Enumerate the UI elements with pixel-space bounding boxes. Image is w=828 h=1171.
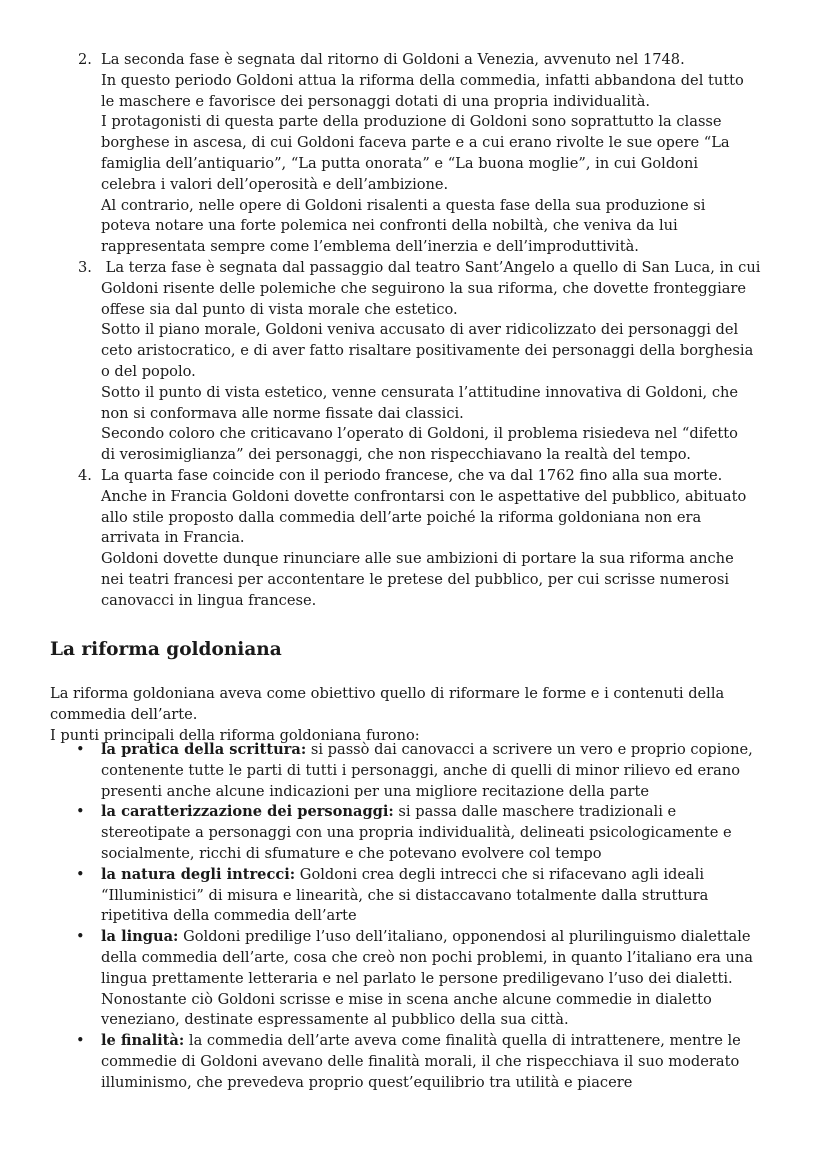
- bullet-text: si passò dai canovacci a scrivere un vero e proprio copione,: [306, 741, 753, 758]
- bullet-line: stereotipate a personaggi con una propria individualità, delineati psicologicamente e: [101, 824, 732, 842]
- bullet-line: [101, 865, 792, 886]
- bullet-line: della commedia dell’arte, cosa che creò non pochi problemi, in quanto l’italiano era una: [101, 948, 753, 966]
- item-line: canovacci in lingua francese.: [101, 591, 317, 609]
- intro-line: La riforma goldoniana aveva come obiettivo quello di riformare le forme e i contenuti della: [50, 685, 725, 702]
- bullet-line: presenti anche alcune indicazioni per una migliore recitazione della parte: [101, 782, 649, 800]
- bullet-line: Nonostante ciò Goldoni scrisse e mise in scena anche alcune commedie in dialetto: [101, 990, 712, 1008]
- bullet-line: [101, 802, 792, 823]
- bullet-term: la natura degli intrecci:: [101, 865, 296, 883]
- numbered-item: [0, 466, 828, 612]
- numbered-item: [0, 258, 828, 466]
- bullet-term: le finalità:: [101, 1032, 185, 1050]
- item-line: Anche in Francia Goldoni dovette confrontarsi con le aspettative del pubblico, abituato: [101, 487, 747, 505]
- bullet-text: Goldoni crea degli intrecci che si rifacevano agli ideali: [295, 865, 705, 883]
- intro-paragraph: [50, 684, 790, 746]
- item-line: Goldoni dovette dunque rinunciare alle sue ambizioni di portare la sua riforma anche: [101, 550, 734, 568]
- item-line: le maschere e favorisce dei personaggi dotati di una propria individualità.: [101, 92, 651, 110]
- item-line: Goldoni risente delle polemiche che seguirono la sua riforma, che dovette fronteggiare: [101, 279, 747, 297]
- bullet-item: [0, 865, 828, 927]
- bullet-line: illuminismo, che prevedeva proprio quest’equilibrio tra utilità e piacere: [101, 1073, 633, 1091]
- item-line: Sotto il piano morale, Goldoni veniva accusato di aver ridicolizzato dei personaggi del: [101, 321, 739, 339]
- item-line: allo stile proposto dalla commedia dell’arte poiché la riforma goldoniana non era: [101, 508, 702, 526]
- item-number: 3.: [78, 258, 92, 276]
- bullet-glyph: •: [76, 1032, 85, 1050]
- bullet-line: [101, 927, 792, 948]
- item-number: 2.: [78, 51, 92, 68]
- item-line: di verosimiglianza” dei personaggi, che non rispecchiavano la realtà del tempo.: [101, 446, 691, 464]
- bullet-text: Goldoni predilige l’uso dell’italiano, opponendosi al plurilinguismo dialettale: [178, 928, 751, 946]
- bullet-term: la caratterizzazione dei personaggi:: [101, 803, 394, 821]
- bullet-item: [0, 1031, 828, 1093]
- bullet-glyph: •: [76, 928, 85, 946]
- bullet-glyph: •: [76, 865, 85, 883]
- item-line: In questo periodo Goldoni attua la riforma della commedia, infatti abbandona del tutto: [101, 71, 744, 89]
- item-line: Sotto il punto di vista estetico, venne censurata l’attitudine innovativa di Goldoni, che: [101, 383, 739, 401]
- item-line: borghese in ascesa, di cui Goldoni faceva parte e a cui erano rivolte le sue opere “La: [101, 134, 730, 152]
- bullet-term: la pratica della scrittura:: [101, 741, 307, 758]
- bullet-glyph: •: [76, 803, 85, 821]
- item-line: ceto aristocratico, e di aver fatto risaltare positivamente dei personaggi della borghesia: [101, 342, 754, 360]
- item-line: La terza fase è segnata dal passaggio dal teatro Sant’Angelo a quello di San Luca, in cui: [101, 258, 761, 276]
- bullet-glyph: •: [76, 741, 85, 758]
- bullet-item: [0, 802, 828, 864]
- item-line: arrivata in Francia.: [101, 529, 245, 547]
- bullet-line: veneziano, destinate espressamente al pubblico della sua città.: [101, 1011, 569, 1029]
- item-line: offese sia dal punto di vista morale che estetico.: [101, 300, 458, 318]
- bullet-line: contenente tutte le parti di tutti i personaggi, anche di quelli di minor rilievo ed erano: [101, 761, 741, 779]
- item-line: o del popolo.: [101, 362, 196, 380]
- item-line: non si conformava alle norme fissate dai classici.: [101, 404, 464, 422]
- item-line: nei teatri francesi per accontentare le pretese del pubblico, per cui scrisse numerosi: [101, 570, 729, 588]
- bullet-item: [0, 927, 828, 1031]
- bullet-text: si passa dalle maschere tradizionali e: [393, 803, 677, 821]
- item-line: poteva notare una forte polemica nei confronti della nobiltà, che veniva da lui: [101, 217, 678, 235]
- bullet-item: [0, 740, 828, 802]
- item-line: Secondo coloro che criticavano l’operato di Goldoni, il problema risiedeva nel “difetto: [101, 425, 738, 443]
- item-number: 4.: [78, 466, 92, 484]
- bullet-line: [101, 1031, 792, 1052]
- bullet-text: la commedia dell’arte aveva come finalità quella di intrattenere, mentre le: [184, 1032, 741, 1050]
- numbered-list: [0, 50, 828, 612]
- numbered-item: [0, 50, 828, 258]
- item-line: Al contrario, nelle opere di Goldoni risalenti a questa fase della sua produzione si: [101, 196, 706, 214]
- bullet-line: [101, 740, 792, 761]
- bullet-line: ripetitiva della commedia dell’arte: [101, 907, 357, 925]
- bullet-line: lingua prettamente letteraria e nel parlato le persone prediligevano l’uso dei dialetti.: [101, 969, 733, 987]
- item-line: La seconda fase è segnata dal ritorno di Goldoni a Venezia, avvenuto nel 1748.: [101, 51, 685, 68]
- item-line: celebra i valori dell’operosità e dell’ambizione.: [101, 175, 449, 193]
- bullet-line: “Illuministici” di misura e linearità, che si distaccavano totalmente dalla struttura: [101, 886, 709, 904]
- bullet-line: socialmente, ricchi di sfumature e che potevano evolvere col tempo: [101, 844, 602, 862]
- bullet-line: commedie di Goldoni avevano delle finalità morali, il che rispecchiava il suo moderato: [101, 1052, 740, 1070]
- item-line: rappresentata sempre come l’emblema dell’inerzia e dell’improduttività.: [101, 238, 639, 256]
- bullet-list: [0, 740, 828, 1094]
- bullet-term: la lingua:: [101, 928, 179, 946]
- item-line: I protagonisti di questa parte della produzione di Goldoni sono soprattutto la classe: [101, 113, 722, 131]
- section-heading: La riforma goldoniana: [50, 639, 282, 660]
- item-line: famiglia dell’antiquario”, “La putta onorata” e “La buona moglie”, in cui Goldoni: [101, 154, 699, 172]
- intro-line: I punti principali della riforma goldoniana furono:: [50, 726, 420, 744]
- item-line: La quarta fase coincide con il periodo francese, che va dal 1762 fino alla sua morte.: [101, 466, 723, 484]
- intro-line: commedia dell’arte.: [50, 705, 198, 723]
